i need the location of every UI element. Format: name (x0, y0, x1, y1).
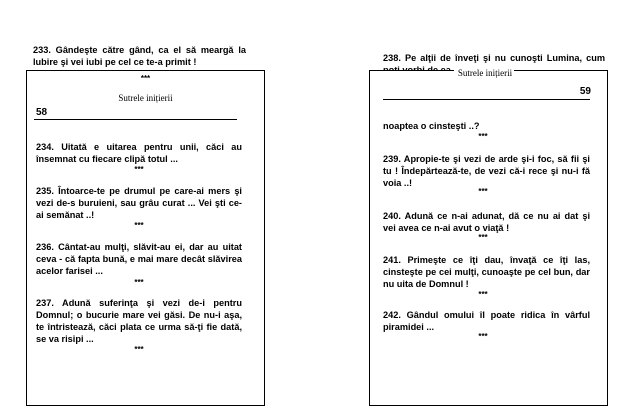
separator: *** (134, 278, 144, 287)
left-snippet-separator: *** (140, 74, 151, 83)
left-header-rule (34, 119, 237, 120)
right-page-number: 59 (579, 86, 591, 97)
separator: *** (478, 290, 488, 299)
right-top-snippet: 238. Pe alţii de înveţi şi nu cunoşti Lumina, cum (383, 53, 605, 63)
right-continuation: noaptea o cinsteşti ..? (383, 121, 480, 131)
separator: *** (134, 165, 144, 174)
left-paragraph-234: 234. Uitată e uitarea pentru unii, căci au însemnat cu fiecare clipă totul ... (36, 142, 242, 164)
right-paragraph-242: 242. Gândul omului îl poate ridica în vârful piramidei ... (383, 310, 590, 332)
left-page-header: Sutrele inițierii (118, 93, 173, 103)
right-paragraph-241: 241. Primeşte ce îţi dau, învaţă ce îţi las, cinsteşte pe cei mulţi, cunoaşte pe cel bun, dar nu uita de Domnul ! (383, 255, 590, 289)
separator: *** (478, 332, 488, 341)
right-page-header: Sutrele inițierii (457, 68, 513, 78)
left-page-number: 58 (36, 107, 48, 118)
right-paragraph-240: 240. Adună ce n-ai adunat, dă ce nu ai dat şi vei avea ce n-ai avut o viaţă ! (383, 211, 590, 233)
left-paragraph-237: 237. Adună suferinţa şi vezi de-i pentru Domnul; o bucurie mare vei găsi. De nu-i aşa, te întristează, căci plata ce urma să-ţi fie dată, se va risipi ... (36, 298, 242, 344)
right-header-rule (383, 99, 590, 100)
left-paragraph-236: 236. Cântat-au mulţi, slăvit-au ei, dar au uitat ceva - că fapta bună, e mai mare decât slăvirea acelor farisei ... (36, 242, 242, 276)
separator: *** (478, 132, 488, 141)
left-paragraph-235: 235. Întoarce-te pe drumul pe care-ai mers şi vezi de-s buruieni, sau grâu curat ... Vei şti ce-ai semănat ..! (36, 186, 242, 220)
right-paragraph-239: 239. Apropie-te şi vezi de arde şi-i foc, să fii şi tu ! Îndepărtează-te, de vezi că-i rece şi nu-i fă voia ..! (383, 154, 590, 188)
separator: *** (478, 233, 488, 242)
left-top-snippet: 233. Gândeşte către gând, ca el să meargă la lubire şi vei iubi pe cel ce te-a primit ! (33, 45, 246, 67)
separator: *** (134, 345, 144, 354)
separator: *** (478, 187, 488, 196)
separator: *** (134, 221, 144, 230)
left-page (26, 70, 265, 406)
